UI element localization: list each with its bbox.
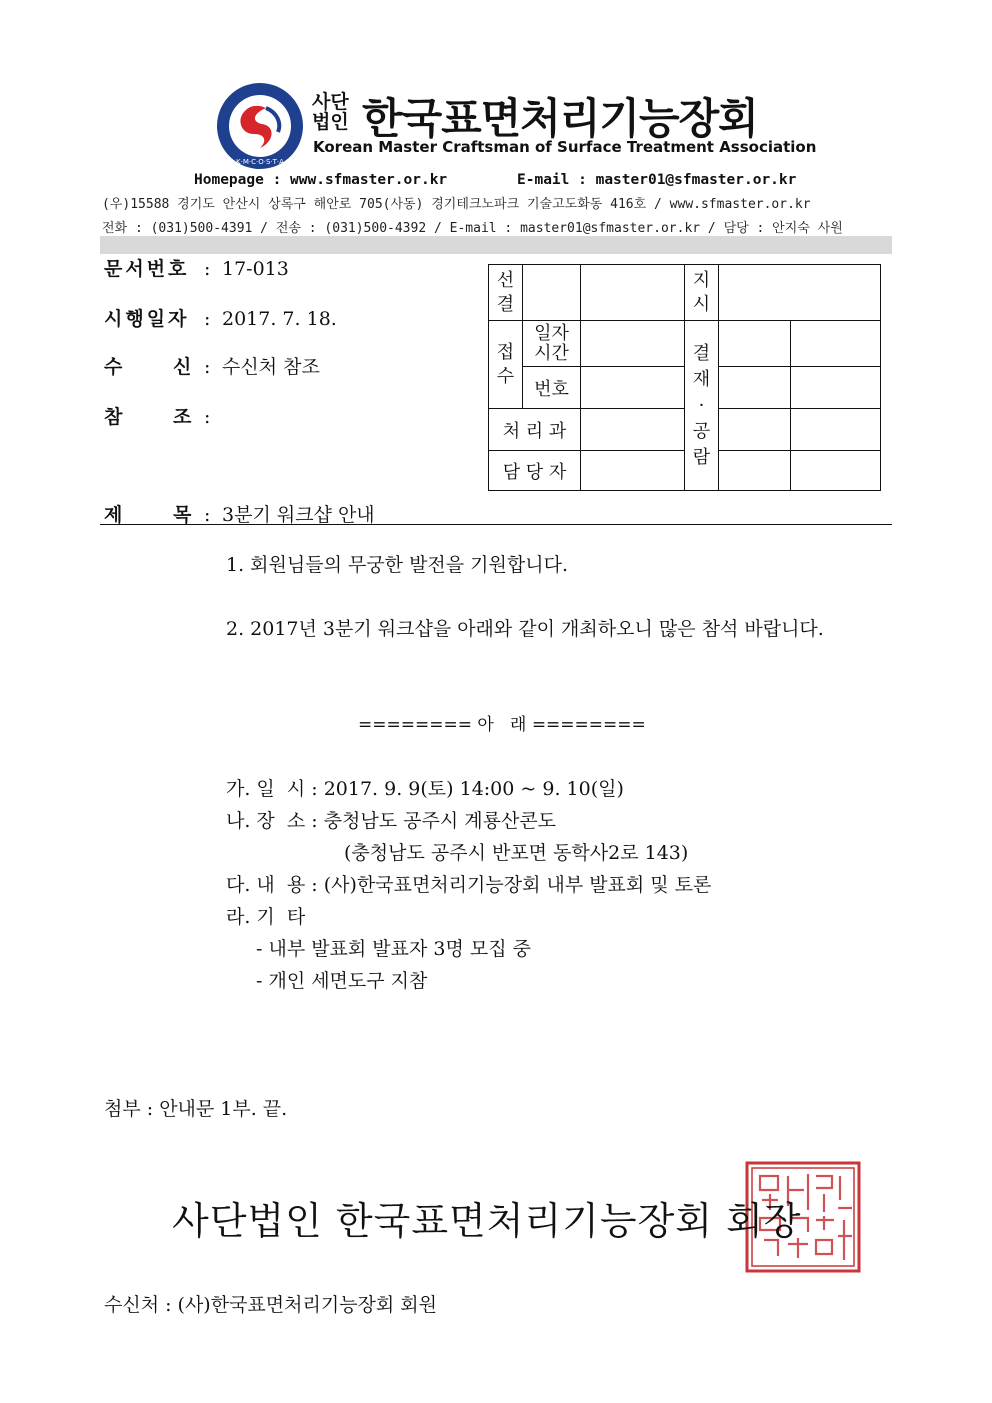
jeopsu-cell: 접 수 <box>489 321 523 409</box>
association-logo <box>216 82 304 170</box>
date-label: 시행일자 <box>104 308 190 330</box>
gyeoljae-blank-4b <box>791 451 881 491</box>
ilja-sigan-blank <box>581 321 685 367</box>
seongyeol-blank-1 <box>523 265 581 321</box>
beonho-cell: 번호 <box>523 367 581 409</box>
gyeoljae-cell: 결 재 · 공 람 <box>685 321 719 491</box>
damdangja-blank <box>581 451 685 491</box>
damdangja-cell: 담 당 자 <box>489 451 581 491</box>
cheorigwa-blank <box>581 409 685 451</box>
subject-label: 제 목 <box>104 504 192 526</box>
reference-label: 참 조 <box>104 406 192 428</box>
org-name-english: Korean Master Craftsman of Surface Treatment Association <box>313 138 817 156</box>
recipient: 수신처 참조 <box>222 356 320 378</box>
seongyeol-cell: 선 결 <box>489 265 523 321</box>
item-place: 나. 장 소 : 충청남도 공주시 계룡산콘도 <box>226 810 557 832</box>
homepage: Homepage : www.sfmaster.or.kr <box>194 172 448 188</box>
subject-row: 제 목 : 3분기 워크샵 안내 <box>104 500 375 527</box>
gyeoljae-blank-1b <box>791 321 881 367</box>
approval-table <box>488 264 881 491</box>
date: 2017. 7. 18. <box>222 308 337 330</box>
item-etc: 라. 기 타 <box>226 906 306 928</box>
jisi-blank <box>719 265 881 321</box>
gyeoljae-blank-2b <box>791 367 881 409</box>
section-header: ======== 아 래 ======== <box>358 715 646 735</box>
date-row: 시행일자 : 2017. 7. 18. <box>104 304 337 331</box>
gyeoljae-blank-3b <box>791 409 881 451</box>
svg-text:K·M·C·O·S·T·A: K·M·C·O·S·T·A <box>236 158 284 166</box>
recipient-label: 수 신 <box>104 356 192 378</box>
seongyeol-blank-2 <box>581 265 685 321</box>
address-line: (우)15588 경기도 안산시 상록구 해안로 705(사동) 경기테크노파크 기술고도화동 416호 / www.sfmaster.or.kr <box>102 197 811 212</box>
header-divider-bar <box>100 236 892 254</box>
item-date: 가. 일 시 : 2017. 9. 9(토) 14:00 ~ 9. 10(일) <box>226 778 624 800</box>
subject-divider <box>100 524 892 525</box>
email: E-mail : master01@sfmaster.or.kr <box>517 172 797 188</box>
reference-row: 참 조 : <box>104 402 222 429</box>
subject: 3분기 워크샵 안내 <box>222 504 375 526</box>
doc-number: 17-013 <box>222 258 289 280</box>
item-etc-1: - 내부 발표회 발표자 3명 모집 중 <box>256 938 531 960</box>
doc-number-label: 문서번호 <box>104 258 190 280</box>
doc-number-row: 문서번호 : 17-013 <box>104 254 289 281</box>
paragraph-2: 2. 2017년 3분기 워크샵을 아래와 같이 개최하오니 많은 참석 바랍니다. <box>226 618 824 640</box>
gyeoljae-blank-2a <box>719 367 791 409</box>
item-etc-2: - 개인 세면도구 지참 <box>256 970 428 992</box>
signature-line: 사단법인 한국표면처리기능장회 회장 <box>172 1199 802 1243</box>
cheorigwa-cell: 처 리 과 <box>489 409 581 451</box>
item-content: 다. 내 용 : (사)한국표면처리기능장회 내부 발표회 및 토론 <box>226 874 712 896</box>
phone-line: 전화 : (031)500-4391 / 전송 : (031)500-4392 / E-mail : master01@sfmaster.or.kr / 담당 : 안지숙 사원 <box>102 221 843 236</box>
beonho-blank <box>581 367 685 409</box>
gyeoljae-blank-3a <box>719 409 791 451</box>
gyeoljae-blank-4a <box>719 451 791 491</box>
ilja-sigan-cell: 일자 시간 <box>523 321 581 367</box>
paragraph-1: 1. 회원님들의 무궁한 발전을 기원합니다. <box>226 554 568 576</box>
org-name: 한국표면처리기능장회 <box>362 94 758 143</box>
gyeoljae-blank-1a <box>719 321 791 367</box>
jisi-cell: 지 시 <box>685 265 719 321</box>
org-prefix: 사단 법인 <box>312 91 349 133</box>
recipient-row: 수 신 : 수신처 참조 <box>104 352 320 379</box>
homepage-email-line <box>194 172 796 188</box>
recipients-list: 수신처 : (사)한국표면처리기능장회 회원 <box>104 1294 438 1316</box>
item-place-address: (충청남도 공주시 반포면 동학사2로 143) <box>344 842 689 864</box>
attachment-line: 첨부 : 안내문 1부. 끝. <box>104 1098 288 1120</box>
